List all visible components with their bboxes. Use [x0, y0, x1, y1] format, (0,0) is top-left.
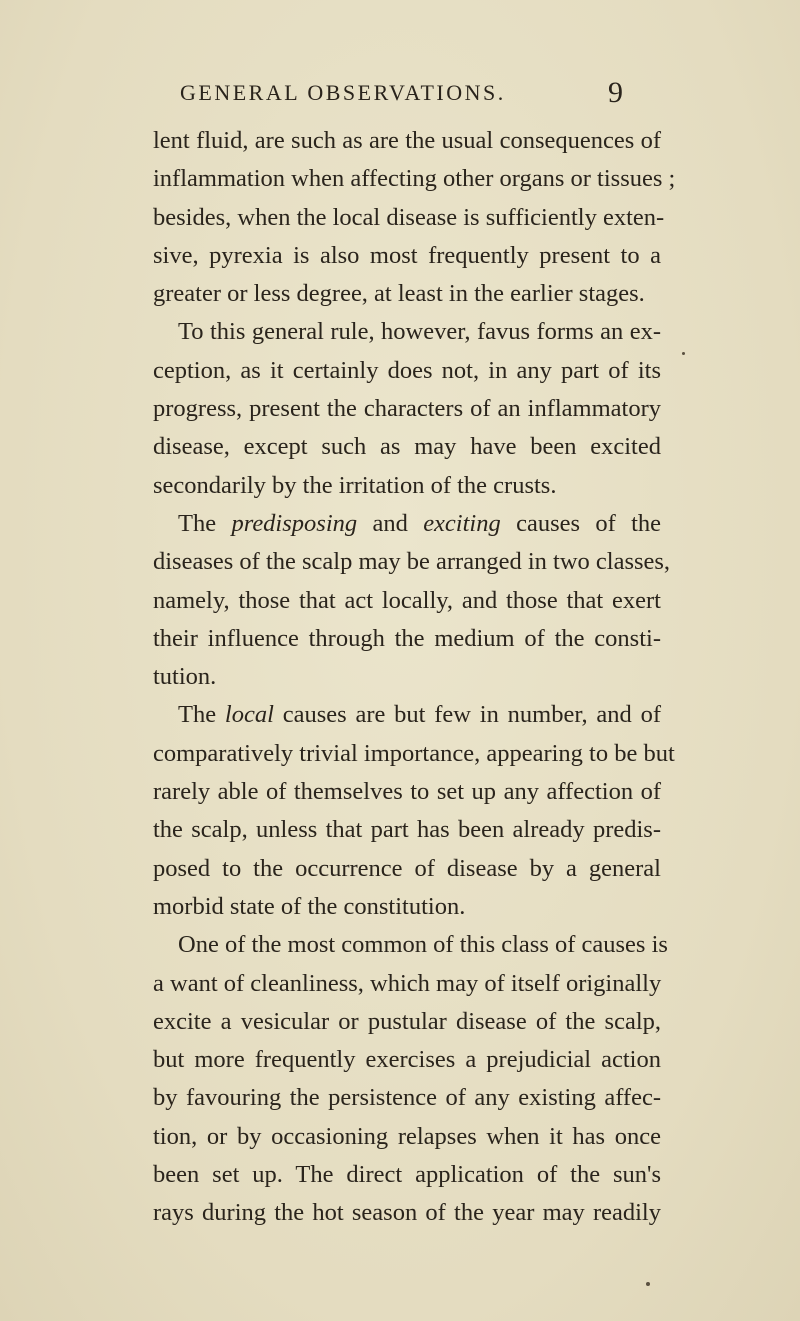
text-run: The — [178, 701, 217, 729]
text-line: diseases of the scalp may be arranged in two classes, — [153, 548, 671, 576]
text-run: causes are but few in number, and of — [282, 701, 662, 729]
text-line: rays during the hot season of the year may readily — [153, 1199, 661, 1227]
text-line: a want of cleanliness, which may of itself originally — [153, 969, 662, 997]
text-line: but more frequently exercises a prejudicial action — [153, 1046, 661, 1074]
text-line: secondarily by the irritation of the crusts. — [153, 471, 557, 499]
text-line: inflammation when affecting other organs or tissues ; — [153, 165, 676, 193]
text-line: rarely able of themselves to set up any affection of — [153, 778, 661, 806]
paper-speck — [646, 1282, 650, 1286]
text-line: One of the most common of this class of causes is — [178, 931, 668, 959]
italic-term: local — [224, 701, 274, 729]
text-line: namely, those that act locally, and those that exert — [153, 586, 661, 614]
page-header — [0, 76, 800, 116]
text-line: posed to the occurrence of disease by a general — [153, 854, 661, 882]
text-line: progress, present the characters of an inflammatory — [153, 395, 661, 423]
text-line: the scalp, unless that part has been already predis- — [153, 816, 661, 844]
text-line — [153, 505, 661, 543]
page-number: 9 — [608, 76, 623, 109]
text-line: disease, except such as may have been excited — [153, 433, 661, 461]
text-line: ception, as it certainly does not, in any part of its — [153, 356, 661, 384]
text-line: besides, when the local disease is sufficiently exten- — [153, 203, 665, 231]
text-run: The — [178, 509, 217, 537]
text-line: To this general rule, however, favus forms an ex- — [178, 318, 661, 346]
text-line: by favouring the persistence of any existing affec- — [153, 1084, 661, 1112]
text-line: morbid state of the constitution. — [153, 892, 466, 920]
body-text — [153, 122, 676, 1233]
text-line: excite a vesicular or pustular disease of the scalp, — [153, 1007, 661, 1035]
text-line: comparatively trivial importance, appearing to be but — [153, 739, 675, 767]
text-line: been set up. The direct application of the sun's — [153, 1161, 661, 1189]
italic-term: predisposing — [231, 509, 358, 537]
text-line: lent fluid, are such as are the usual consequences of — [153, 127, 661, 154]
paper-speck — [682, 352, 685, 355]
text-line: tion, or by occasioning relapses when it has once — [153, 1122, 661, 1150]
text-line: greater or less degree, at least in the earlier stages. — [153, 280, 645, 308]
text-run: causes of the — [516, 509, 662, 537]
running-head: GENERAL OBSERVATIONS. — [180, 80, 506, 105]
text-line: sive, pyrexia is also most frequently present to a — [153, 241, 661, 269]
text-line — [153, 696, 661, 734]
italic-term: exciting — [423, 509, 501, 537]
text-line: their influence through the medium of the consti- — [153, 624, 661, 652]
text-line: tution. — [153, 663, 217, 691]
text-run: and — [372, 509, 408, 537]
